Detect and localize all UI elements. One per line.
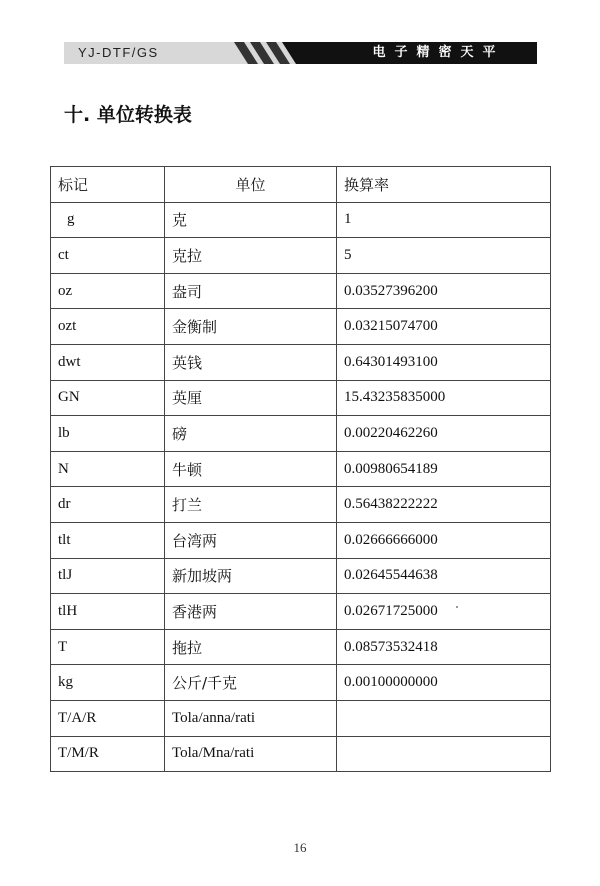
cell-rate: 0.00220462260 xyxy=(337,416,551,452)
cell-rate: 0.56438222222 xyxy=(337,487,551,523)
cell-rate: 0.03527396200 xyxy=(337,273,551,309)
cell-symbol: ozt xyxy=(51,309,165,345)
table-row xyxy=(51,202,551,238)
cell-unit: 磅 xyxy=(165,416,337,452)
cell-rate: 0.64301493100 xyxy=(337,344,551,380)
cell-rate xyxy=(337,736,551,772)
page-header xyxy=(64,42,537,64)
cell-rate: 0.00100000000 xyxy=(337,665,551,701)
cell-rate: 0.00980654189 xyxy=(337,451,551,487)
cell-symbol: GN xyxy=(51,380,165,416)
cell-symbol: ct xyxy=(51,238,165,274)
table-row xyxy=(51,380,551,416)
header-model: YJ-DTF/GS xyxy=(64,42,214,64)
cell-unit: 克拉 xyxy=(165,238,337,274)
cell-unit: 牛顿 xyxy=(165,451,337,487)
cell-rate: 0.03215074700 xyxy=(337,309,551,345)
cell-unit: 打兰 xyxy=(165,487,337,523)
table-row xyxy=(51,522,551,558)
cell-symbol: kg xyxy=(51,665,165,701)
column-header-unit: 单位 xyxy=(165,167,337,203)
table-header-row xyxy=(51,167,551,203)
cell-unit: 台湾两 xyxy=(165,522,337,558)
cell-rate: 15.43235835000 xyxy=(337,380,551,416)
cell-symbol: T/A/R xyxy=(51,700,165,736)
cell-unit: 英厘 xyxy=(165,380,337,416)
cell-rate: 5 xyxy=(337,238,551,274)
cell-symbol: g xyxy=(51,202,165,238)
cell-symbol: oz xyxy=(51,273,165,309)
page-number: 16 xyxy=(293,840,307,855)
cell-rate xyxy=(337,700,551,736)
cell-unit: 公斤/千克 xyxy=(165,665,337,701)
table-row xyxy=(51,238,551,274)
cell-unit: 克 xyxy=(165,202,337,238)
table-row xyxy=(51,451,551,487)
cell-symbol: tlH xyxy=(51,594,165,630)
table-row xyxy=(51,416,551,452)
cell-rate: 0.02666666000 xyxy=(337,522,551,558)
cell-symbol: dwt xyxy=(51,344,165,380)
cell-rate: 0.02671725000 xyxy=(337,594,551,630)
table-row xyxy=(51,736,551,772)
cell-unit: 英钱 xyxy=(165,344,337,380)
cell-unit: 拖拉 xyxy=(165,629,337,665)
cell-rate: 0.08573532418 xyxy=(337,629,551,665)
cell-unit: 盎司 xyxy=(165,273,337,309)
cell-symbol: T xyxy=(51,629,165,665)
section-title: 十. 单位转换表 xyxy=(64,104,192,126)
cell-symbol: T/M/R xyxy=(51,736,165,772)
cell-unit: 新加坡两 xyxy=(165,558,337,594)
unit-conversion-table xyxy=(50,166,551,772)
table-row xyxy=(51,700,551,736)
table-row xyxy=(51,309,551,345)
table-row xyxy=(51,629,551,665)
table-row xyxy=(51,344,551,380)
cell-unit: 香港两 xyxy=(165,594,337,630)
cell-symbol: lb xyxy=(51,416,165,452)
cell-symbol: N xyxy=(51,451,165,487)
table-row xyxy=(51,487,551,523)
cell-unit: 金衡制 xyxy=(165,309,337,345)
cell-unit: Tola/Mna/rati xyxy=(165,736,337,772)
column-header-symbol: 标记 xyxy=(51,167,165,203)
cell-symbol: tlJ xyxy=(51,558,165,594)
header-stripes-decoration xyxy=(214,42,310,64)
cell-symbol: tlt xyxy=(51,522,165,558)
table-row xyxy=(51,273,551,309)
table-row xyxy=(51,594,551,630)
scan-speck xyxy=(456,606,458,608)
header-product-title: 电子精密天平 xyxy=(310,42,537,64)
table-row xyxy=(51,665,551,701)
cell-rate: 0.02645544638 xyxy=(337,558,551,594)
cell-rate: 1 xyxy=(337,202,551,238)
cell-symbol: dr xyxy=(51,487,165,523)
cell-unit: Tola/anna/rati xyxy=(165,700,337,736)
table-row xyxy=(51,558,551,594)
column-header-rate: 换算率 xyxy=(337,167,551,203)
